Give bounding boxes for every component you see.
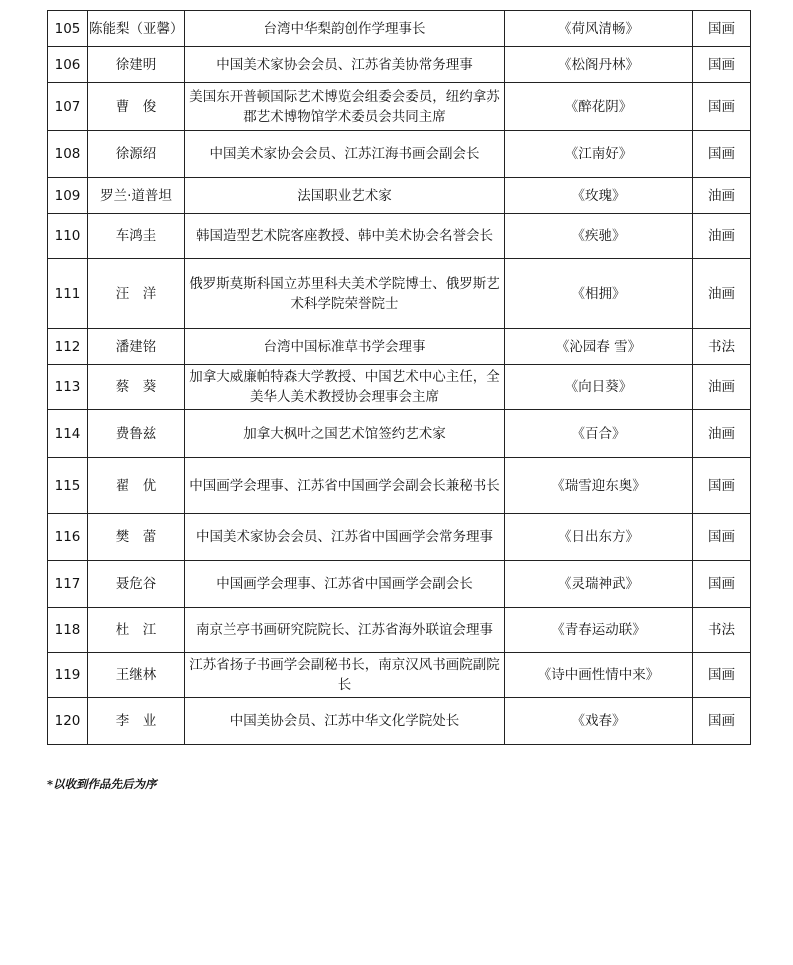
type-cell: 油画 <box>693 214 751 259</box>
name-cell: 聂危谷 <box>88 561 185 608</box>
footnote: *以收到作品先后为序 <box>47 777 157 791</box>
type-cell: 国画 <box>693 47 751 83</box>
table-row <box>48 561 751 608</box>
type-cell: 国画 <box>693 11 751 47</box>
name-cell: 杜 江 <box>88 608 185 653</box>
no-cell: 113 <box>48 365 88 410</box>
work-cell: 《玫瑰》 <box>505 178 693 214</box>
table-row <box>48 698 751 745</box>
table-row <box>48 653 751 698</box>
work-cell: 《江南好》 <box>505 131 693 178</box>
no-cell: 118 <box>48 608 88 653</box>
work-cell: 《日出东方》 <box>505 514 693 561</box>
name-cell: 徐建明 <box>88 47 185 83</box>
no-cell: 119 <box>48 653 88 698</box>
title-cell: 韩国造型艺术院客座教授、韩中美术协会名誉会长 <box>185 214 505 259</box>
work-cell: 《向日葵》 <box>505 365 693 410</box>
work-cell: 《荷风清畅》 <box>505 11 693 47</box>
work-cell: 《疾驰》 <box>505 214 693 259</box>
name-cell: 蔡 葵 <box>88 365 185 410</box>
title-cell: 江苏省扬子书画学会副秘书长，南京汉风书画院副院长 <box>185 653 505 698</box>
work-cell: 《诗中画性情中来》 <box>505 653 693 698</box>
no-cell: 120 <box>48 698 88 745</box>
table-row <box>48 214 751 259</box>
table-row <box>48 83 751 131</box>
name-cell: 汪 洋 <box>88 259 185 329</box>
table-row <box>48 608 751 653</box>
no-cell: 108 <box>48 131 88 178</box>
no-cell: 116 <box>48 514 88 561</box>
name-cell: 王继林 <box>88 653 185 698</box>
no-cell: 114 <box>48 410 88 458</box>
title-cell: 美国东开普顿国际艺术博览会组委会委员，纽约拿苏郡艺术博物馆学术委员会共同主席 <box>185 83 505 131</box>
no-cell: 105 <box>48 11 88 47</box>
no-cell: 107 <box>48 83 88 131</box>
work-cell: 《松阁丹林》 <box>505 47 693 83</box>
name-cell: 李 业 <box>88 698 185 745</box>
title-cell: 南京兰亭书画研究院院长、江苏省海外联谊会理事 <box>185 608 505 653</box>
title-cell: 中国美术家协会会员、江苏省美协常务理事 <box>185 47 505 83</box>
title-cell: 台湾中华梨韵创作学理事长 <box>185 11 505 47</box>
work-cell: 《戏春》 <box>505 698 693 745</box>
table-row <box>48 259 751 329</box>
work-cell: 《灵瑞神武》 <box>505 561 693 608</box>
title-cell: 中国美术家协会会员、江苏江海书画会副会长 <box>185 131 505 178</box>
table-row <box>48 47 751 83</box>
no-cell: 117 <box>48 561 88 608</box>
table-row <box>48 178 751 214</box>
title-cell: 台湾中国标准草书学会理事 <box>185 329 505 365</box>
type-cell: 国画 <box>693 514 751 561</box>
type-cell: 油画 <box>693 365 751 410</box>
title-cell: 法国职业艺术家 <box>185 178 505 214</box>
type-cell: 油画 <box>693 178 751 214</box>
work-cell: 《相拥》 <box>505 259 693 329</box>
name-cell: 樊 蕾 <box>88 514 185 561</box>
type-cell: 国画 <box>693 131 751 178</box>
no-cell: 115 <box>48 458 88 514</box>
no-cell: 110 <box>48 214 88 259</box>
type-cell: 油画 <box>693 410 751 458</box>
name-cell: 翟 优 <box>88 458 185 514</box>
type-cell: 国画 <box>693 653 751 698</box>
no-cell: 112 <box>48 329 88 365</box>
no-cell: 111 <box>48 259 88 329</box>
table-row <box>48 410 751 458</box>
no-cell: 109 <box>48 178 88 214</box>
table-row <box>48 11 751 47</box>
name-cell: 陈能梨（亚馨） <box>88 11 185 47</box>
type-cell: 书法 <box>693 608 751 653</box>
type-cell: 国画 <box>693 83 751 131</box>
table-row <box>48 329 751 365</box>
table-row <box>48 131 751 178</box>
artist-roster-table <box>47 10 751 745</box>
work-cell: 《青春运动联》 <box>505 608 693 653</box>
type-cell: 国画 <box>693 698 751 745</box>
title-cell: 加拿大威廉帕特森大学教授、中国艺术中心主任，全美华人美术教授协会理事会主席 <box>185 365 505 410</box>
title-cell: 中国画学会理事、江苏省中国画学会副会长兼秘书长 <box>185 458 505 514</box>
type-cell: 国画 <box>693 458 751 514</box>
title-cell: 中国画学会理事、江苏省中国画学会副会长 <box>185 561 505 608</box>
work-cell: 《百合》 <box>505 410 693 458</box>
work-cell: 《沁园春 雪》 <box>505 329 693 365</box>
name-cell: 罗兰·道普坦 <box>88 178 185 214</box>
table-row <box>48 365 751 410</box>
table-row <box>48 514 751 561</box>
title-cell: 中国美术家协会会员、江苏省中国画学会常务理事 <box>185 514 505 561</box>
type-cell: 油画 <box>693 259 751 329</box>
title-cell: 中国美协会员、江苏中华文化学院处长 <box>185 698 505 745</box>
work-cell: 《醉花阴》 <box>505 83 693 131</box>
type-cell: 书法 <box>693 329 751 365</box>
name-cell: 曹 俊 <box>88 83 185 131</box>
name-cell: 潘建铭 <box>88 329 185 365</box>
name-cell: 车鸿圭 <box>88 214 185 259</box>
work-cell: 《瑞雪迎东奥》 <box>505 458 693 514</box>
name-cell: 徐源绍 <box>88 131 185 178</box>
type-cell: 国画 <box>693 561 751 608</box>
table-row <box>48 458 751 514</box>
no-cell: 106 <box>48 47 88 83</box>
roster-body <box>48 11 751 745</box>
name-cell: 费鲁兹 <box>88 410 185 458</box>
title-cell: 加拿大枫叶之国艺术馆签约艺术家 <box>185 410 505 458</box>
title-cell: 俄罗斯莫斯科国立苏里科夫美术学院博士、俄罗斯艺术科学院荣誉院士 <box>185 259 505 329</box>
